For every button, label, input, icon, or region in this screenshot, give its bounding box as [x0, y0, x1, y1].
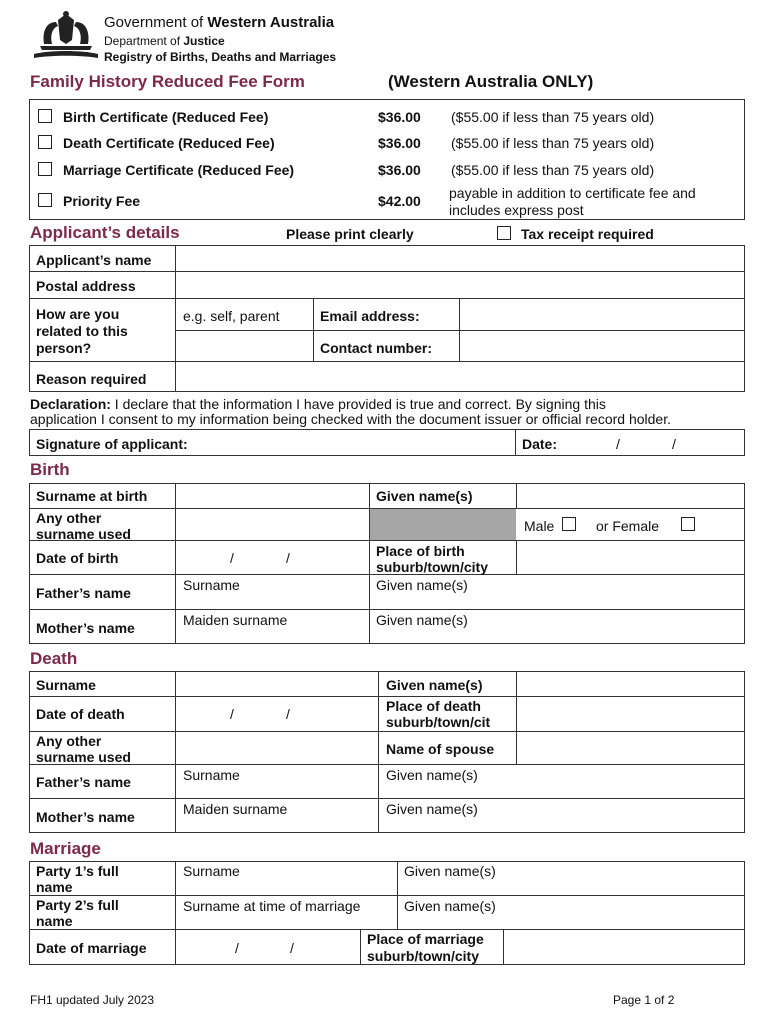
print-note: Please print clearly: [286, 226, 414, 242]
place-of-marriage-label-2: suburb/town/city: [367, 948, 479, 964]
party-2-label-1: Party 2’s full: [36, 897, 119, 913]
email-label: Email address:: [320, 308, 420, 324]
date-slash: /: [235, 940, 239, 956]
postal-address-field[interactable]: [177, 273, 743, 297]
place-of-birth-label-1: Place of birth: [376, 543, 465, 559]
fee-price: $36.00: [378, 135, 421, 151]
date-slash: /: [616, 436, 620, 452]
footer-updated: FH1 updated July 2023: [30, 993, 155, 1007]
other-surname-label-2: surname used: [36, 526, 131, 542]
declaration-line-2: application I consent to my information being checked with the document issuer or official record holder.: [30, 411, 671, 427]
date-of-marriage-label: Date of marriage: [36, 940, 147, 956]
fee-price: $42.00: [378, 193, 421, 209]
contact-number-field[interactable]: [461, 332, 743, 360]
mother-name-label: Mother’s name: [36, 620, 135, 636]
father-name-label: Father’s name: [36, 585, 131, 601]
death-mother-label: Mother’s name: [36, 809, 135, 825]
reason-field[interactable]: [177, 363, 743, 391]
email-field[interactable]: [461, 300, 743, 329]
death-given-label: Given name(s): [386, 677, 483, 693]
org-line-3: Registry of Births, Deaths and Marriages: [104, 50, 337, 64]
surname-hint[interactable]: Surname: [183, 577, 240, 593]
marriage-heading: Marriage: [30, 839, 101, 858]
related-label-2: related to this: [36, 323, 128, 339]
given-names-label: Given name(s): [376, 488, 473, 504]
form-title: Family History Reduced Fee Form: [30, 72, 305, 91]
date-slash: /: [230, 706, 234, 722]
reason-label: Reason required: [36, 371, 147, 387]
date-slash: /: [672, 436, 676, 452]
date-of-death-label: Date of death: [36, 706, 125, 722]
page-number: Page 1 of 2: [613, 993, 675, 1007]
date-of-birth-label: Date of birth: [36, 550, 119, 566]
death-certificate-checkbox[interactable]: [38, 135, 52, 149]
surname-at-marriage-hint[interactable]: Surname at time of marriage: [183, 898, 361, 914]
place-of-birth-label-2: suburb/town/city: [376, 559, 488, 575]
male-checkbox[interactable]: [562, 517, 576, 531]
spouse-name-label: Name of spouse: [386, 741, 495, 757]
birth-certificate-checkbox[interactable]: [38, 109, 52, 123]
surname-hint[interactable]: Surname: [183, 863, 240, 879]
fee-note: ($55.00 if less than 75 years old): [451, 109, 655, 125]
postal-address-label: Postal address: [36, 278, 136, 294]
fee-label: Death Certificate (Reduced Fee): [63, 135, 275, 151]
date-slash: /: [286, 706, 290, 722]
party-1-label-2: name: [36, 879, 73, 895]
applicant-heading: Applicant’s details: [30, 223, 180, 242]
fee-note: ($55.00 if less than 75 years old): [451, 162, 655, 178]
greyed-cell: [370, 509, 516, 540]
priority-fee-checkbox[interactable]: [38, 193, 52, 207]
other-surname-label-1: Any other: [36, 510, 102, 526]
death-other-surname-label-1: Any other: [36, 733, 102, 749]
fee-label: Marriage Certificate (Reduced Fee): [63, 162, 295, 178]
signature-field[interactable]: [210, 431, 510, 454]
fee-note-line-2: includes express post: [449, 202, 584, 218]
fee-note-line-1: payable in addition to certificate fee and: [449, 185, 696, 201]
fee-price: $36.00: [378, 109, 421, 125]
death-surname-label: Surname: [36, 677, 96, 693]
place-of-marriage-label-1: Place of marriage: [367, 931, 484, 947]
death-heading: Death: [30, 649, 78, 668]
org-line-2: Department of Justice: [104, 34, 225, 48]
fee-price: $36.00: [378, 162, 421, 178]
declaration-line-1: Declaration: I declare that the information I have provided is true and correct. By signing this: [30, 396, 606, 412]
form-scope: (Western Australia ONLY): [388, 72, 594, 91]
birth-heading: Birth: [30, 460, 70, 479]
male-label: Male: [524, 518, 555, 534]
related-label-1: How are you: [36, 306, 120, 322]
marriage-certificate-checkbox[interactable]: [38, 162, 52, 176]
given-names-hint[interactable]: Given name(s): [376, 577, 468, 593]
given-names-hint[interactable]: Given name(s): [404, 898, 496, 914]
maiden-surname-hint[interactable]: Maiden surname: [183, 612, 288, 628]
wa-crest-logo: [30, 10, 102, 62]
applicant-name-field[interactable]: [177, 247, 743, 270]
fee-label: Birth Certificate (Reduced Fee): [63, 109, 269, 125]
given-names-hint[interactable]: Given name(s): [386, 801, 478, 817]
given-names-hint[interactable]: Given name(s): [376, 612, 468, 628]
surname-hint[interactable]: Surname: [183, 767, 240, 783]
fee-label: Priority Fee: [63, 193, 141, 209]
party-2-label-2: name: [36, 913, 73, 929]
given-names-hint[interactable]: Given name(s): [386, 767, 478, 783]
fee-note: ($55.00 if less than 75 years old): [451, 135, 655, 151]
org-line-1: Government of Western Australia: [104, 14, 335, 31]
related-label-3: person?: [36, 340, 92, 356]
death-father-label: Father’s name: [36, 774, 131, 790]
date-label: Date:: [522, 436, 558, 452]
female-checkbox[interactable]: [681, 517, 695, 531]
maiden-surname-hint[interactable]: Maiden surname: [183, 801, 288, 817]
tax-receipt-checkbox[interactable]: [497, 226, 511, 240]
death-other-surname-label-2: surname used: [36, 749, 131, 765]
date-slash: /: [290, 940, 294, 956]
place-of-death-label-1: Place of death: [386, 698, 481, 714]
date-slash: /: [230, 550, 234, 566]
place-of-death-label-2: suburb/town/cit: [386, 714, 491, 730]
female-label: or Female: [596, 518, 660, 534]
given-names-hint[interactable]: Given name(s): [404, 863, 496, 879]
surname-at-birth-label: Surname at birth: [36, 488, 148, 504]
related-field-hint[interactable]: e.g. self, parent: [183, 308, 280, 324]
party-1-label-1: Party 1’s full: [36, 863, 119, 879]
applicant-name-label: Applicant’s name: [36, 252, 152, 268]
date-slash: /: [286, 550, 290, 566]
signature-label: Signature of applicant:: [36, 436, 188, 452]
tax-receipt-label: Tax receipt required: [521, 226, 654, 242]
contact-number-label: Contact number:: [320, 340, 432, 356]
